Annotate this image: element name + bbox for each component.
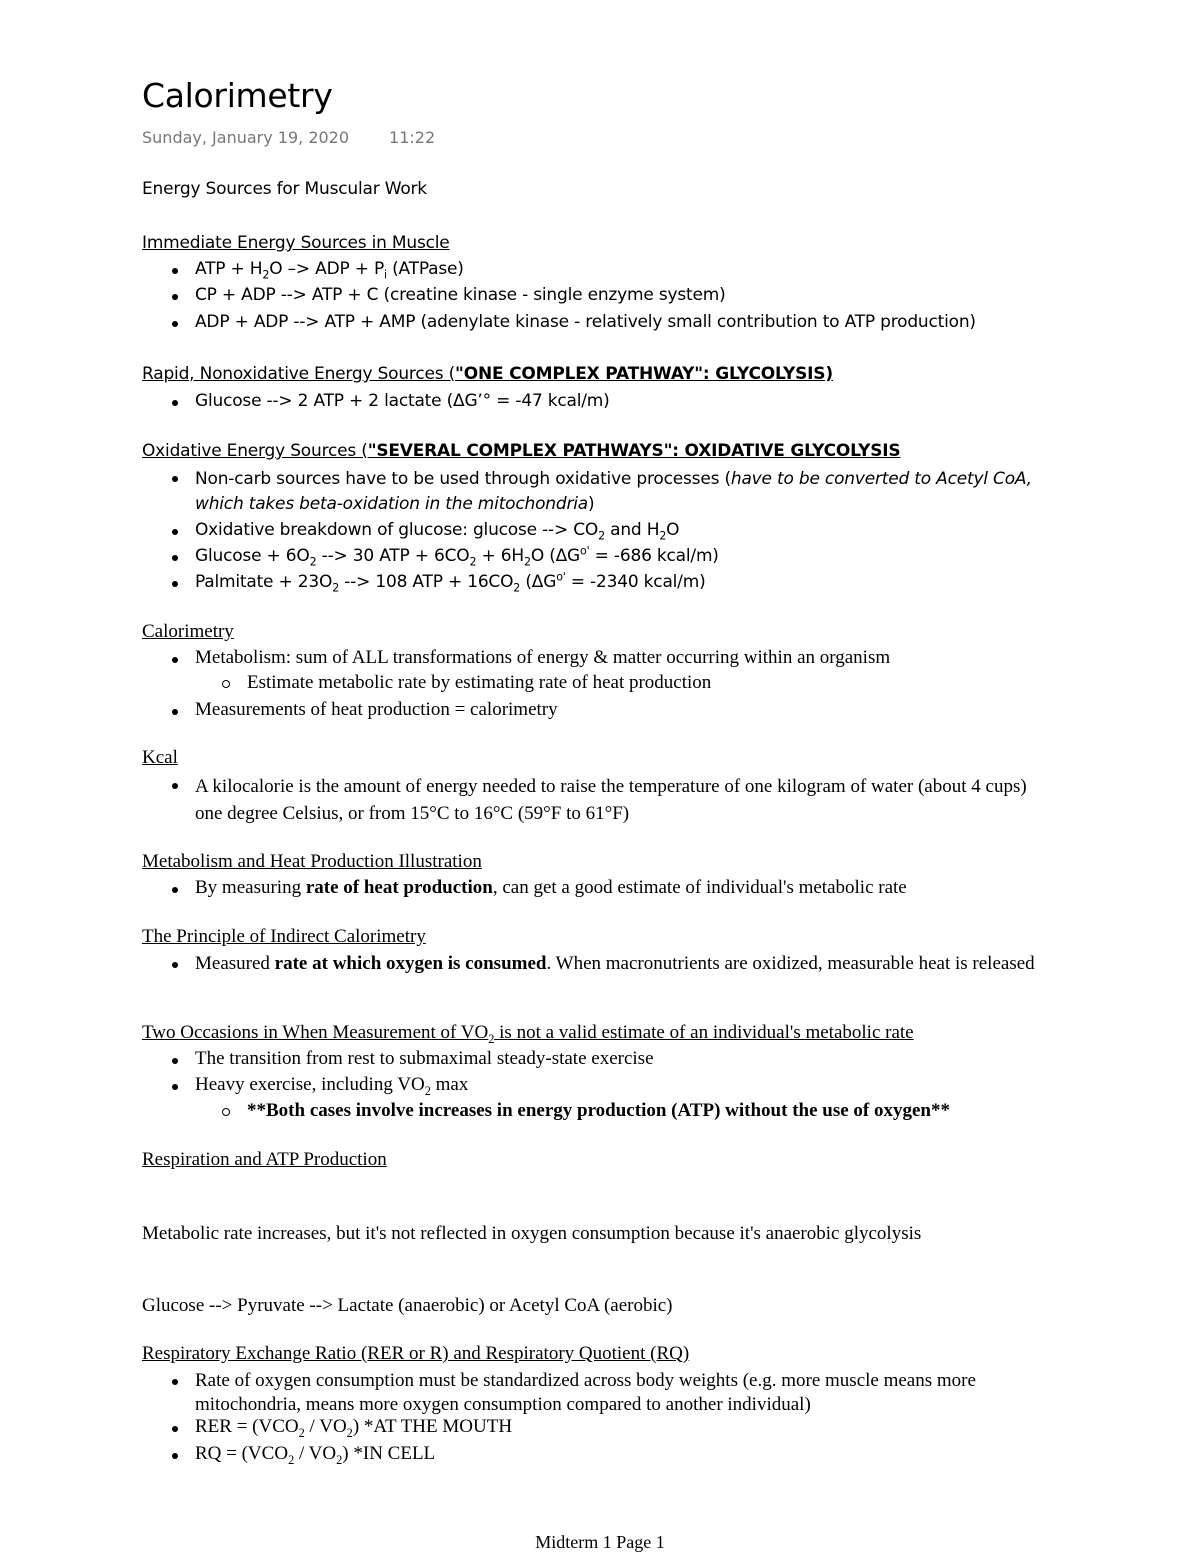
paragraph: Glucose --> Pyruvate --> Lactate (anaerobic) or Acetyl CoA (aerobic)	[142, 1295, 673, 1316]
list-item: RER = $(VCO_2 / VO_2)$ *AT THE MOUTH	[195, 1416, 513, 1440]
list-item: CP + ADP --> ATP + C (creatine kinase - single enzyme system)	[195, 285, 726, 305]
list-item: Palmitate + $23O_2$ --> 108 ATP + $16CO_2$ ($\Delta G^{o'} = -2340$ kcal/m)	[195, 570, 706, 595]
section-heading-respiration: Respiration and ATP Production	[142, 1149, 387, 1170]
list-item: $Glucose + 6O_2$ --> 30 ATP + $6CO_2 + 6H_2O$ ($\Delta G^{o'} = -686$ kcal/m)	[195, 544, 719, 569]
list-item: Heavy exercise, including $VO_2$ max	[195, 1074, 469, 1098]
page-time: 11:22	[389, 128, 436, 147]
list-item: Rate of oxygen consumption must be standardized across body weights (e.g. more muscle means more mitochondria, means more oxygen consumption compared to another individual)	[195, 1369, 1045, 1417]
list-item: Measured rate at which oxygen is consumed. When macronutrients are oxidized, measurable heat is released	[195, 952, 1065, 976]
intro-text: Energy Sources for Muscular Work	[142, 179, 427, 199]
list-item: Glucose --> 2 ATP + 2 lactate (ΔG’° = -47 kcal/m)	[195, 391, 610, 411]
section-heading-indirect: The Principle of Indirect Calorimetry	[142, 926, 426, 947]
list-item: ADP + ADP --> ATP + AMP (adenylate kinase - relatively small contribution to ATP production)	[195, 312, 976, 332]
page-date: Sunday, January 19, 2020	[142, 128, 350, 147]
section-heading-rapid: Rapid, Nonoxidative Energy Sources ("ONE COMPLEX PATHWAY": GLYCOLYSIS)	[142, 364, 833, 384]
paragraph: Metabolic rate increases, but it's not reflected in oxygen consumption because it's anaerobic glycolysis	[142, 1223, 922, 1244]
section-heading-kcal: Kcal	[142, 747, 178, 768]
section-heading-two-occasions: Two Occasions in When Measurement of $VO_2$ is not a valid estimate of an individual's metabolic rate	[142, 1022, 914, 1046]
list-item: A kilocalorie is the amount of energy needed to raise the temperature of one kilogram of water (about 4 cups) one degree Celsius, or from 15°C to 16°C (59°F to 61°F)	[195, 773, 1035, 827]
section-heading-metabolism: Metabolism and Heat Production Illustration	[142, 851, 482, 872]
page-meta	[142, 128, 435, 147]
list-item: Oxidative breakdown of glucose: glucose --> $CO_2$ and $H_2O$	[195, 520, 680, 543]
sub-list-item: Estimate metabolic rate by estimating rate of heat production	[247, 672, 712, 693]
list-item: By measuring rate of heat production, can get a good estimate of individual's metabolic rate	[195, 877, 907, 898]
page-footer: Midterm 1 Page 1	[535, 1532, 665, 1552]
section-heading-rer: Respiratory Exchange Ratio (RER or R) and Respiratory Quotient (RQ)	[142, 1343, 690, 1364]
page-title: Calorimetry	[142, 76, 333, 115]
list-item: The transition from rest to submaximal steady-state exercise	[195, 1048, 654, 1069]
list-item: ATP + $H_2O$ –> ADP + $P_i$ (ATPase)	[195, 259, 464, 282]
list-item: Measurements of heat production = calorimetry	[195, 699, 558, 720]
list-item: Non-carb sources have to be used through oxidative processes (have to be converted to Acetyl CoA, which takes beta-oxidation in the mitochondria)	[195, 467, 1035, 517]
list-item: Metabolism: sum of ALL transformations of energy & matter occurring within an organism	[195, 647, 891, 668]
section-heading-oxidative: Oxidative Energy Sources ("SEVERAL COMPLEX PATHWAYS": OXIDATIVE GLYCOLYSIS	[142, 441, 901, 461]
sub-list-item: **Both cases involve increases in energy production (ATP) without the use of oxygen**	[247, 1100, 950, 1121]
section-heading-calorimetry: Calorimetry	[142, 621, 234, 642]
section-heading-immediate: Immediate Energy Sources in Muscle	[142, 233, 450, 253]
list-item: RQ = $(VCO_2 / VO_2)$ *IN CELL	[195, 1443, 436, 1467]
